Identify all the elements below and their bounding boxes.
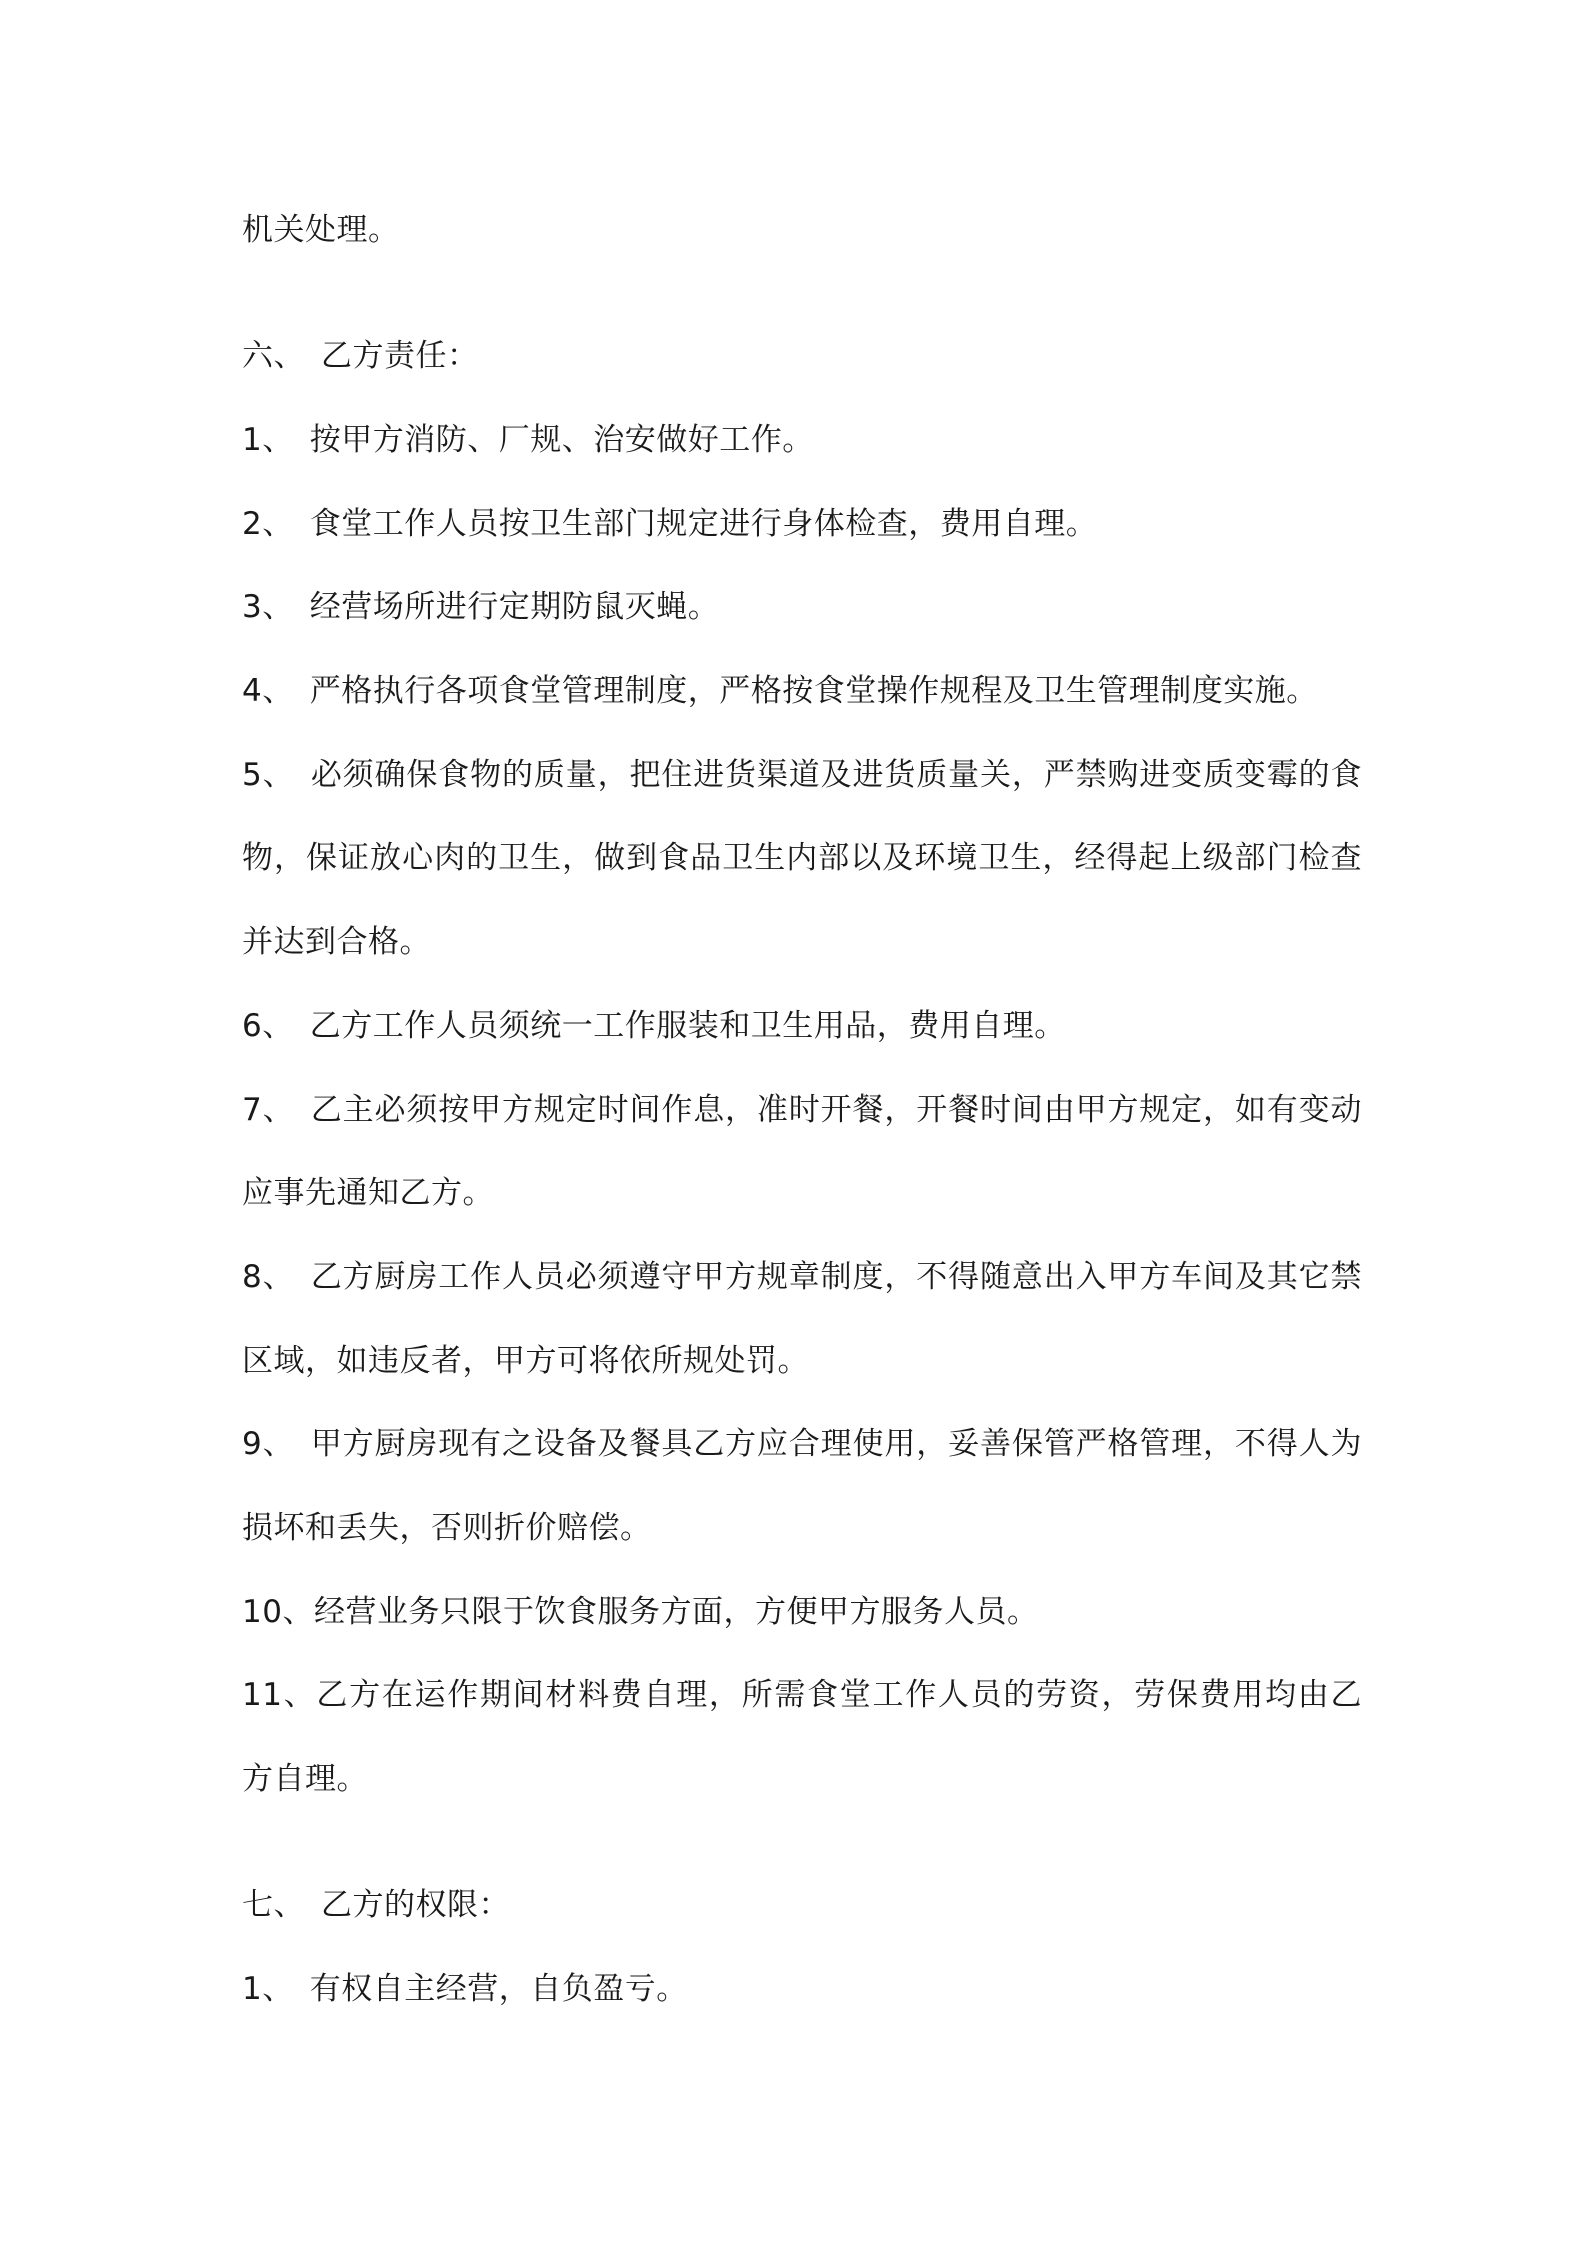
list-item: 6、 乙方工作人员须统一工作服装和卫生用品，费用自理。 bbox=[242, 1008, 1066, 1044]
list-item: 11、乙方在运作期间材料费自理，所需食堂工作人员的劳资，劳保费用均由乙 bbox=[242, 1677, 1362, 1713]
text-line: 物，保证放心肉的卫生，做到食品卫生内部以及环境卫生，经得起上级部门检查 bbox=[242, 840, 1362, 876]
list-item: 5、 必须确保食物的质量，把住进货渠道及进货质量关，严禁购进变质变霉的食 bbox=[242, 757, 1362, 793]
list-item: 3、 经营场所进行定期防鼠灭蝇。 bbox=[242, 589, 720, 625]
section-heading-six: 六、 乙方责任： bbox=[242, 338, 479, 374]
list-item: 10、经营业务只限于饮食服务方面，方便甲方服务人员。 bbox=[242, 1594, 1039, 1630]
text-line: 方自理。 bbox=[242, 1761, 368, 1797]
list-item: 1、 有权自主经营，自负盈亏。 bbox=[242, 1971, 688, 2007]
section-heading-seven: 七、 乙方的权限： bbox=[242, 1887, 510, 1923]
text-line: 区域，如违反者，甲方可将依所规处罚。 bbox=[242, 1343, 809, 1379]
text-line: 机关处理。 bbox=[242, 212, 400, 248]
list-item: 9、 甲方厨房现有之设备及餐具乙方应合理使用，妥善保管严格管理，不得人为 bbox=[242, 1426, 1362, 1462]
list-item: 4、 严格执行各项食堂管理制度，严格按食堂操作规程及卫生管理制度实施。 bbox=[242, 673, 1318, 709]
list-item: 1、 按甲方消防、厂规、治安做好工作。 bbox=[242, 422, 814, 458]
text-line: 损坏和丢失，否则折价赔偿。 bbox=[242, 1510, 652, 1546]
text-line: 应事先通知乙方。 bbox=[242, 1175, 494, 1211]
list-item: 2、 食堂工作人员按卫生部门规定进行身体检查，费用自理。 bbox=[242, 506, 1098, 542]
text-line: 并达到合格。 bbox=[242, 924, 431, 960]
list-item: 7、 乙主必须按甲方规定时间作息，准时开餐，开餐时间由甲方规定，如有变动 bbox=[242, 1092, 1362, 1128]
list-item: 8、 乙方厨房工作人员必须遵守甲方规章制度，不得随意出入甲方车间及其它禁 bbox=[242, 1259, 1362, 1295]
